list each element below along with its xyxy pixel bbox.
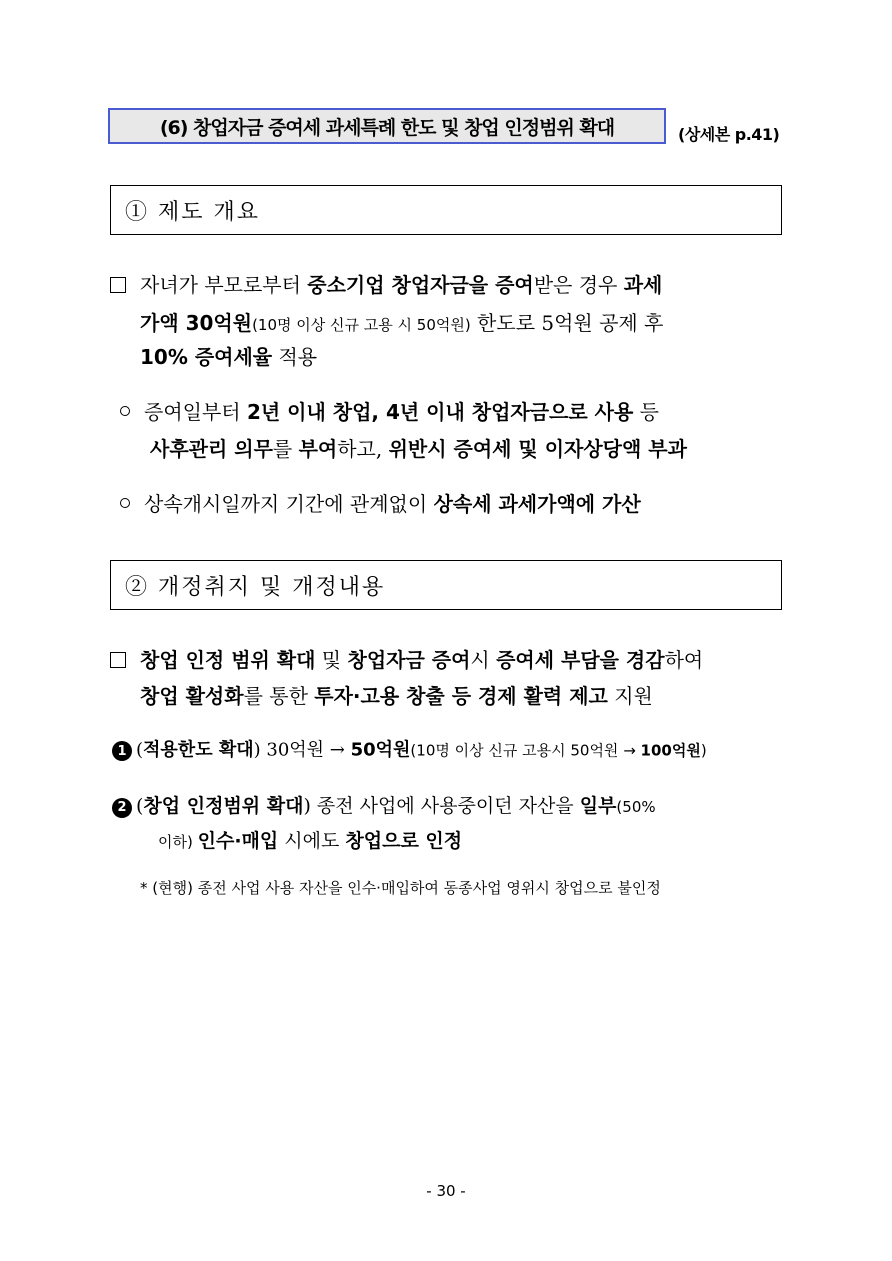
revision-item-1: 1 (적용한도 확대) 30억원 → 50억원(10명 이상 신규 고용시 50억원 → 100억원) [112,741,707,761]
section-header-title: (6) 창업자금 증여세 과세특례 한도 및 창업 인정범위 확대 [159,116,615,139]
revision-paragraph-line-1: 창업 인정 범위 확대 및 창업자금 증여시 증여세 부담을 경감하여 [110,650,703,670]
number-two-icon: 2 [112,798,132,818]
circle-bullet-icon [120,498,130,508]
revision-item-2-line-1: 2 (창업 인정범위 확대) 종전 사업에 사용중이던 자산을 일부(50% [112,797,656,818]
revision-paragraph-line-2: 창업 활성화를 통한 투자·고용 창출 등 경제 활력 제고 지원 [140,684,653,708]
square-bullet-icon [110,277,126,293]
page-number: - 30 - [426,1182,466,1200]
section-header-box [108,108,666,144]
section-title-box-overview [110,185,782,235]
detail-reference: (상세본 p.41) [678,125,780,144]
number-one-icon: 1 [112,741,132,761]
overview-bullet-1-line-2: 사후관리 의무를 부여하고, 위반시 증여세 및 이자상당액 부과 [150,437,687,461]
revision-item-2-line-2: 이하) 인수·매입 시에도 창업으로 인정 [158,830,463,852]
overview-bullet-1-line-1: 증여일부터 2년 이내 창업, 4년 이내 창업자금으로 사용 등 [120,402,659,422]
section-title-revision: ② 개정취지 및 개정내용 [125,574,386,600]
section-title-overview: ① 제도 개요 [125,199,260,225]
section-title-box-revision [110,560,782,610]
circle-bullet-icon [120,406,130,416]
overview-paragraph-line-2: 가액 30억원(10명 이상 신규 고용 시 50억원) 한도로 5억원 공제 후 [140,311,664,335]
overview-paragraph-line-3: 10% 증여세율 적용 [140,345,318,369]
square-bullet-icon [110,652,126,668]
current-rule-note: * (현행) 종전 사업 사용 자산을 인수·매입하여 동종사업 영위시 창업으로 불인정 [140,879,661,897]
overview-paragraph-line-1: 자녀가 부모로부터 중소기업 창업자금을 증여받은 경우 과세 [110,275,662,295]
overview-bullet-2: 상속개시일까지 기간에 관계없이 상속세 과세가액에 가산 [120,494,641,514]
